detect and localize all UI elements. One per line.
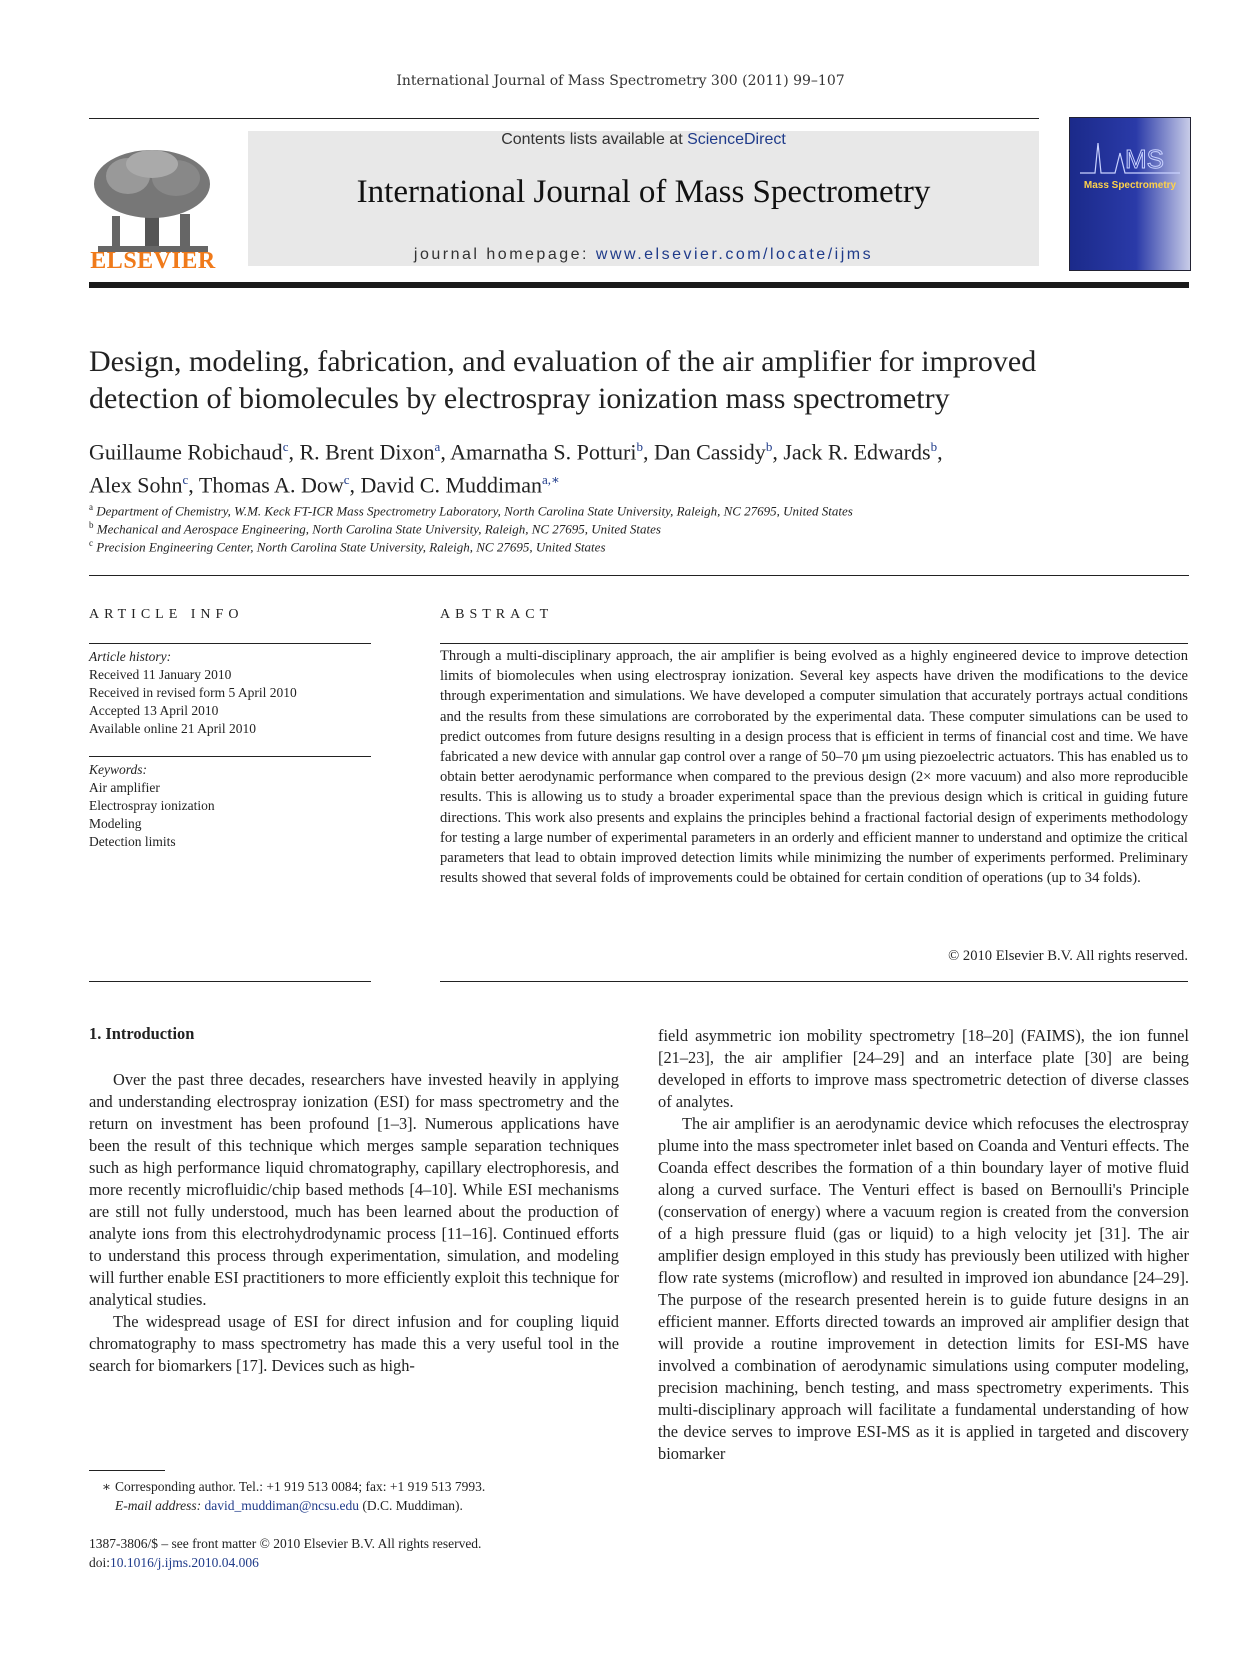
affiliation-c: $^c$ Precision Engineering Center, North Carolina State University, Raleigh, NC 27695, United States [89, 538, 606, 555]
corresponding-author-note: ∗ Corresponding author. Tel.: +1 919 513 0084; fax: +1 919 513 7993. E-mail address: david_muddiman@ncsu.edu (D.C. Muddiman). [101, 1479, 486, 1513]
affil-link[interactable]: c [343, 472, 350, 488]
author: Alex Sohn [89, 472, 183, 498]
abstract-copyright: © 2010 Elsevier B.V. All rights reserved. [948, 948, 1188, 964]
affiliation-b: $^b$ Mechanical and Aerospace Engineering, North Carolina State University, Raleigh, NC 27695, United States [89, 520, 661, 537]
elsevier-logo-text: ELSEVIER [90, 248, 216, 274]
affil-link[interactable]: a [434, 439, 441, 454]
info-rule [89, 981, 371, 982]
email-link[interactable]: david_muddiman@ncsu.edu [204, 1498, 360, 1513]
journal-title: International Journal of Mass Spectrometry [356, 174, 931, 210]
intro-right-column [658, 1025, 1189, 1465]
sciencedirect-link[interactable]: ScienceDirect [687, 131, 786, 148]
affil-link[interactable]: b [930, 439, 938, 454]
author: Dan Cassidy [653, 439, 766, 465]
contents-line: Contents lists available at ScienceDirect [501, 131, 786, 148]
footnote-rule [89, 1470, 165, 1471]
intro-left-column [89, 1069, 619, 1377]
author: David C. Muddiman [360, 472, 542, 498]
affiliation-a: $^a$ Department of Chemistry, W.M. Keck FT-ICR Mass Spectrometry Laboratory, North Carolina State University, Raleigh, NC 27695, United States [89, 502, 853, 519]
author: Guillaume Robichaud [89, 439, 283, 465]
paragraph: Over the past three decades, researchers have invested heavily in applying and understanding electrospray ionization (ESI) for mass spectrometry and the return on investment has been profound [1–3]. Numerous applications have been the result of this technique which merges sample separation techniques such as high performance liquid chromatography, capillary electrophoresis, and more recently microfluidic/chip based methods [4–10]. While ESI mechanisms are still not fully understood, much has been learned about the production of analyte ions from this electrohydrodynamic process [11–16]. Continued efforts to understand this process through experimentation, simulation, and modeling will further enable ESI practitioners to more efficiently exploit this technique for analytical studies. [89, 1070, 619, 1309]
abstract-rule [440, 643, 1188, 644]
affil-link[interactable]: a,∗ [542, 472, 560, 488]
paragraph: field asymmetric ion mobility spectrometry [18–20] (FAIMS), the ion funnel [21–23], the air amplifier [24–29] and an interface plate [30] are being developed in efforts to improve mass spectrometric detection of diverse classes of analytes. [658, 1026, 1189, 1111]
homepage-link[interactable]: www.elsevier.com/locate/ijms [595, 246, 874, 263]
abstract-rule [440, 981, 1188, 982]
masthead-thick-rule [89, 282, 1189, 288]
journal-banner [248, 131, 1039, 266]
author: Amarnatha S. Potturi [450, 439, 637, 465]
affil-link[interactable]: c [182, 472, 189, 488]
running-header: International Journal of Mass Spectrometry 300 (2011) 99–107 [396, 73, 845, 89]
doi-link[interactable]: 10.1016/j.ijms.2010.04.006 [110, 1555, 259, 1570]
section-heading-introduction: 1. Introduction [89, 1024, 195, 1043]
article-history: Article history: Received 11 January 2010 Received in revised form 5 April 2010 Accepted 13 April 2010 Available online 21 April 2010 [89, 649, 297, 736]
abstract-text: Through a multi-disciplinary approach, the air amplifier is being evolved as a highly engineered device to improve detection limits of biomolecules when using electrospray ionization. Several key aspects have driven the modifications to the device through experimentation and simulations. We have developed a computer simulation that accurately portrays actual conditions and the results from these simulations are corroborated by the experimental data. These computer simulations can be used to predict outcomes from future designs resulting in a design process that is efficient in terms of financial cost and time. We have fabricated a new device with annular gap control over a range of 50–70 μm using piezoelectric actuators. This has enabled us to obtain better aerodynamic performance when compared to the previous design (2× more vacuum) and also more reproducible results. This is allowing us to study a broader experimental space than the previous design which is critical in guiding future directions. This work also presents and explains the principles behind a fractional factorial design of experiments methodology for testing a large number of experimental parameters in an orderly and efficient manner to understand and optimize the critical parameters that lead to obtain improved detection limits while minimizing the number of experiments performed. Preliminary results showed that several folds of improvements could be obtained for certain condition of operations (up to 34 folds). [440, 648, 1188, 887]
article-title: Design, modeling, fabrication, and evaluation of the air amplifier for improved detection of biomolecules by electrospray ionization mass spectrometry [89, 345, 1037, 415]
affil-link[interactable]: b [765, 439, 773, 454]
header-rule [89, 118, 1039, 119]
front-matter: 1387-3806/$ – see front matter © 2010 Elsevier B.V. All rights reserved. doi:10.1016/j.ijms.2010.04.006 [89, 1536, 482, 1570]
info-rule [89, 643, 371, 644]
abstract-heading: ABSTRACT [440, 607, 554, 622]
cover-title: Mass Spectrometry [1083, 180, 1177, 191]
paragraph: The widespread usage of ESI for direct infusion and for coupling liquid chromatography to mass spectrometry has made this a very useful tool in the search for biomarkers [17]. Devices such as high- [89, 1312, 619, 1375]
paragraph: The air amplifier is an aerodynamic device which refocuses the electrospray plume into the mass spectrometer inlet based on Coanda and Venturi effects. The Coanda effect describes the formation of a thin boundary layer of motive fluid along a curved surface. The Venturi effect is based on Bernoulli's Principle (conservation of energy) where a vacuum region is created from the conversion of a high pressure fluid (gas or liquid) to a high velocity jet [31]. The air amplifier design employed in this study has previously been utilized with higher flow rate systems (microflow) and resulted in improved ion abundance [24–29]. The purpose of the research presented herein is to guide future designs in an efficient manner. Efforts directed towards an improved air amplifier design that will provide a routine improvement in detection limits for ESI-MS have involved a combination of aerodynamic simulations using computer modeling, precision machining, bench testing, and mass spectrometry experiments. This multi-disciplinary approach will facilitate a fundamental understanding of how the device serves to improve ESI-MS as it is applied in targeted and discovery biomarker [658, 1114, 1189, 1463]
keywords: Keywords: Air amplifier Electrospray ionization Modeling Detection limits [89, 762, 215, 849]
homepage-line: journal homepage: www.elsevier.com/locate/ijms [413, 246, 874, 263]
section-rule [89, 575, 1189, 576]
info-rule [89, 756, 371, 757]
journal-cover-image [1069, 117, 1191, 271]
author: Jack R. Edwards [783, 439, 931, 465]
cover-spectrum-graphic [1070, 118, 1190, 270]
author-list: Guillaume Robichaud$^c$, R. Brent Dixon$^a$, Amarnatha S. Potturi$^b$, Dan Cassidy$^b$, Jack R. Edwards$^b$, Alex Sohn$^c$, Thomas A. Dow$^c$, David C. Muddiman$^{a,∗}$ [89, 439, 943, 498]
affil-link[interactable]: b [636, 439, 643, 454]
author: R. Brent Dixon [299, 439, 435, 465]
article-info-heading: ARTICLE INFO [89, 607, 244, 622]
affil-link[interactable]: c [282, 439, 289, 454]
svg-text:MS: MS [1125, 144, 1164, 174]
author: Thomas A. Dow [198, 472, 344, 498]
